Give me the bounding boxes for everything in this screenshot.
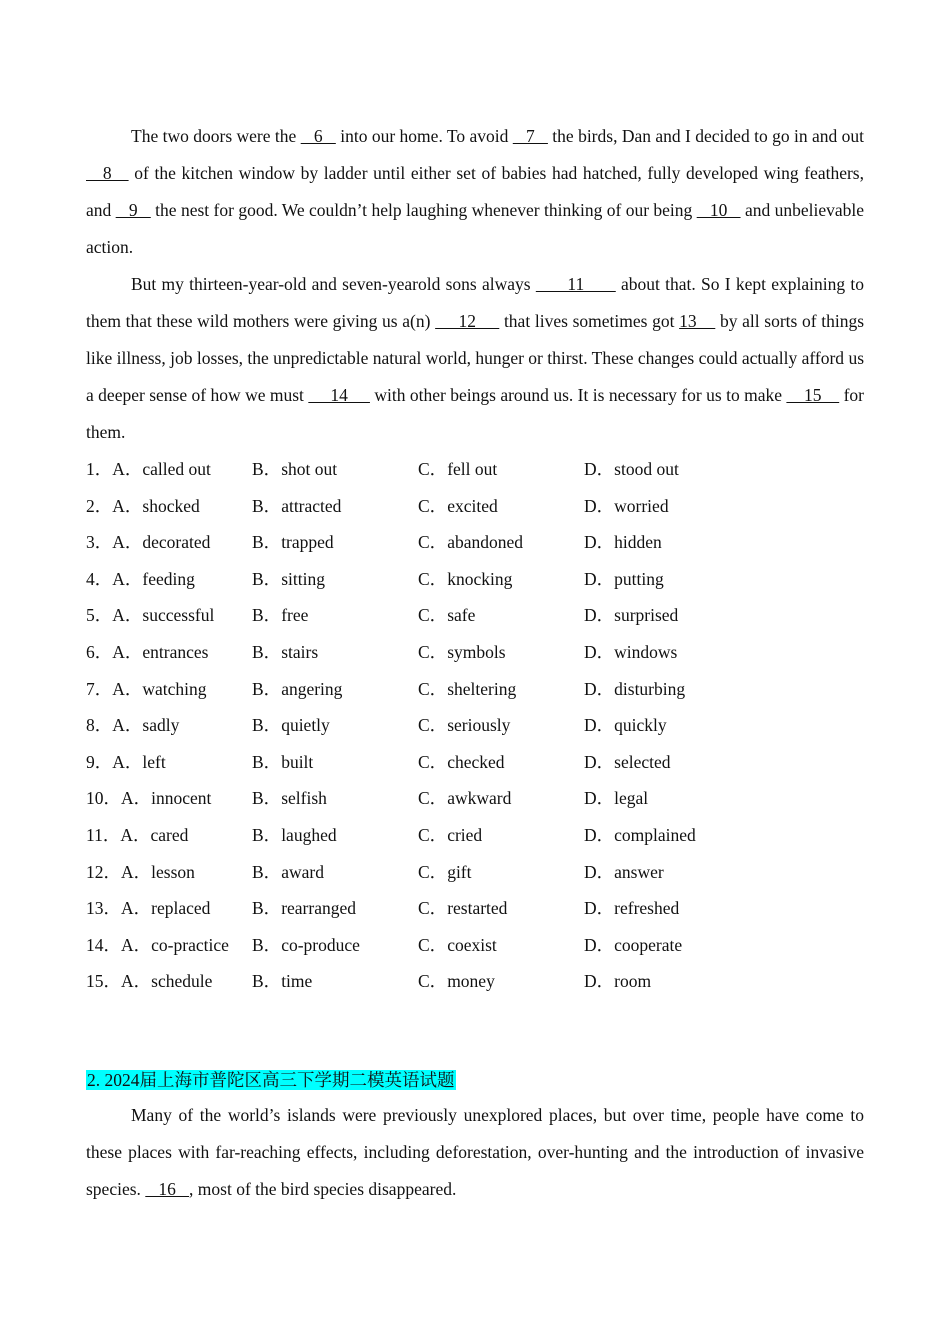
passage-text: of the kitchen window by ladder until either set of babies had hatched, fully developed wing feathers, and	[86, 163, 864, 220]
option-text: worried	[614, 495, 669, 516]
option-c	[418, 780, 584, 817]
question-list	[86, 451, 864, 1000]
passage-text: that lives sometimes got	[499, 311, 680, 331]
option-letter: C．	[418, 641, 448, 662]
option-letter: C．	[418, 605, 448, 626]
passage-paragraph-1	[86, 118, 864, 266]
option-b	[252, 854, 418, 891]
option-d	[584, 744, 750, 781]
option-letter: D．	[584, 934, 615, 955]
option-letter: C．	[418, 568, 448, 589]
option-b	[252, 597, 418, 634]
option-text: selected	[614, 751, 671, 772]
option-d	[584, 707, 750, 744]
option-b	[252, 744, 418, 781]
option-letter: B．	[252, 605, 282, 626]
option-c	[418, 561, 584, 598]
question-row	[86, 744, 864, 781]
option-letter: B．	[252, 532, 282, 553]
passage-text: about that. So I kept explaining to them that these wild mothers were giving us a(n)	[86, 274, 864, 331]
section-heading-text: 2. 2024届上海市普陀区高三下学期二模英语试题	[87, 1070, 455, 1090]
option-b	[252, 451, 418, 488]
answer-blank: 15	[786, 385, 840, 405]
option-text: schedule	[151, 971, 213, 992]
option-text: left	[142, 751, 166, 772]
question-number: 7．	[86, 678, 113, 699]
question-row	[86, 927, 864, 964]
option-text: quickly	[614, 715, 667, 736]
option-letter: C．	[418, 678, 448, 699]
passage-paragraph-2	[86, 266, 864, 451]
option-letter: C．	[418, 971, 448, 992]
option-letter: D．	[584, 459, 615, 479]
option-letter: B．	[252, 641, 282, 662]
option-letter: D．	[584, 788, 615, 809]
option-c	[418, 451, 584, 488]
option-b	[252, 707, 418, 744]
option-text: shocked	[142, 495, 200, 516]
option-text: innocent	[151, 788, 212, 809]
option-letter: B．	[252, 824, 282, 845]
option-text: shot out	[281, 459, 338, 479]
option-text: stood out	[614, 459, 679, 479]
question-number: 8．	[86, 715, 113, 736]
option-d	[584, 671, 750, 708]
option-text: quietly	[281, 715, 330, 736]
option-c	[418, 854, 584, 891]
passage-text: the birds, Dan and I decided to go in and out	[547, 126, 865, 146]
passage-text: for them.	[86, 385, 865, 442]
question-number: 6．	[86, 641, 113, 662]
option-letter: D．	[584, 898, 615, 919]
option-letter: A．	[112, 532, 143, 553]
option-text: free	[281, 605, 309, 626]
option-letter: A．	[121, 898, 152, 919]
option-text: coexist	[447, 934, 497, 955]
option-d	[584, 561, 750, 598]
option-d	[584, 854, 750, 891]
option-text: called out	[142, 459, 211, 479]
passage-two	[86, 1066, 864, 1208]
option-letter: A．	[121, 861, 152, 882]
question-number: 4．	[86, 568, 113, 589]
option-letter: B．	[252, 459, 282, 479]
option-letter: B．	[252, 788, 282, 809]
option-d	[584, 597, 750, 634]
question-number: 3．	[86, 532, 113, 553]
option-letter: D．	[584, 751, 615, 772]
option-letter: C．	[418, 788, 448, 809]
option-letter: C．	[418, 751, 448, 772]
option-b	[252, 963, 418, 1000]
option-letter: D．	[584, 605, 615, 626]
option-letter: D．	[584, 641, 615, 662]
question-number: 10．	[86, 788, 121, 809]
option-text: restarted	[447, 898, 508, 919]
option-d	[584, 817, 750, 854]
option-a	[86, 780, 252, 817]
option-letter: A．	[112, 641, 143, 662]
option-text: legal	[614, 788, 649, 809]
option-text: cared	[150, 824, 189, 845]
option-letter: D．	[584, 861, 615, 882]
option-letter: C．	[418, 459, 448, 479]
option-text: selfish	[281, 788, 327, 809]
option-text: putting	[614, 568, 664, 589]
option-c	[418, 524, 584, 561]
passage-text: , most of the bird species disappeared.	[189, 1179, 457, 1199]
option-text: replaced	[151, 898, 211, 919]
option-d	[584, 890, 750, 927]
option-letter: A．	[112, 751, 143, 772]
answer-blank: 8	[86, 163, 129, 183]
option-text: lesson	[151, 861, 195, 882]
option-a	[86, 597, 252, 634]
option-letter: A．	[121, 934, 152, 955]
option-c	[418, 634, 584, 671]
option-a	[86, 890, 252, 927]
option-a	[86, 927, 252, 964]
option-b	[252, 927, 418, 964]
option-text: awkward	[447, 788, 512, 809]
option-text: safe	[447, 605, 476, 626]
option-text: rearranged	[281, 898, 356, 919]
answer-blank: 12	[435, 311, 500, 331]
option-b	[252, 817, 418, 854]
option-letter: A．	[112, 495, 143, 516]
question-number: 14．	[86, 934, 121, 955]
option-letter: D．	[584, 495, 615, 516]
option-text: sitting	[281, 568, 325, 589]
option-c	[418, 671, 584, 708]
option-text: symbols	[447, 641, 506, 662]
question-number: 5．	[86, 605, 113, 626]
option-letter: B．	[252, 495, 282, 516]
question-row	[86, 524, 864, 561]
option-text: room	[614, 971, 652, 992]
option-letter: B．	[252, 861, 282, 882]
option-c	[418, 890, 584, 927]
option-letter: D．	[584, 715, 615, 736]
option-text: cooperate	[614, 934, 683, 955]
option-text: trapped	[281, 532, 334, 553]
option-text: knocking	[447, 568, 513, 589]
option-text: surprised	[614, 605, 679, 626]
option-letter: A．	[112, 715, 143, 736]
answer-blank: 7	[512, 126, 548, 146]
option-text: checked	[447, 751, 505, 772]
question-row	[86, 597, 864, 634]
option-c	[418, 817, 584, 854]
option-c	[418, 597, 584, 634]
option-d	[584, 524, 750, 561]
section-heading	[86, 1066, 864, 1094]
option-letter: A．	[120, 824, 151, 845]
option-letter: B．	[252, 751, 282, 772]
option-letter: B．	[252, 898, 282, 919]
passage-one	[86, 118, 864, 1000]
option-text: feeding	[142, 568, 195, 589]
passage-text: into our home. To avoid	[335, 126, 513, 146]
option-a	[86, 561, 252, 598]
option-text: cried	[447, 824, 483, 845]
option-a	[86, 524, 252, 561]
option-letter: C．	[418, 532, 448, 553]
option-letter: B．	[252, 934, 282, 955]
question-row	[86, 707, 864, 744]
question-row	[86, 671, 864, 708]
option-a	[86, 488, 252, 525]
question-row	[86, 634, 864, 671]
passage-two-paragraph-1	[86, 1097, 864, 1208]
question-number: 15．	[86, 971, 121, 992]
question-row	[86, 561, 864, 598]
option-letter: B．	[252, 568, 282, 589]
question-number: 12．	[86, 861, 121, 882]
option-text: abandoned	[447, 532, 523, 553]
question-number: 2．	[86, 495, 113, 516]
option-text: entrances	[142, 641, 209, 662]
answer-blank: 10	[696, 200, 741, 220]
question-number: 9．	[86, 751, 113, 772]
option-c	[418, 963, 584, 1000]
option-text: stairs	[281, 641, 319, 662]
option-b	[252, 780, 418, 817]
option-b	[252, 890, 418, 927]
option-text: answer	[614, 861, 664, 882]
option-text: co-produce	[281, 934, 360, 955]
option-letter: C．	[418, 898, 448, 919]
option-d	[584, 780, 750, 817]
option-text: complained	[614, 824, 696, 845]
question-row	[86, 890, 864, 927]
option-a	[86, 817, 252, 854]
option-d	[584, 451, 750, 488]
answer-blank: 13	[679, 311, 716, 331]
option-text: attracted	[281, 495, 342, 516]
option-a	[86, 744, 252, 781]
option-text: fell out	[447, 459, 498, 479]
option-text: sheltering	[447, 678, 517, 699]
option-d	[584, 963, 750, 1000]
option-text: disturbing	[614, 678, 686, 699]
option-letter: C．	[418, 934, 448, 955]
option-text: decorated	[142, 532, 211, 553]
option-letter: A．	[112, 568, 143, 589]
question-row	[86, 963, 864, 1000]
option-text: award	[281, 861, 324, 882]
option-b	[252, 634, 418, 671]
option-text: windows	[614, 641, 678, 662]
option-letter: A．	[112, 459, 143, 479]
option-letter: B．	[252, 678, 282, 699]
option-letter: C．	[418, 861, 448, 882]
option-letter: A．	[112, 605, 143, 626]
passage-text: Many of the world’s islands were previously unexplored places, but over time, people have come to these places with far-reaching effects, including deforestation, over-hunting and the introduction of invasive species.	[86, 1105, 864, 1199]
option-text: co-practice	[151, 934, 229, 955]
option-text: angering	[281, 678, 343, 699]
option-letter: A．	[112, 678, 143, 699]
option-letter: D．	[584, 824, 615, 845]
passage-text: by all sorts of things like illness, job losses, the unpredictable natural world, hunger or thirst. These changes could actually afford us a deeper sense of how we must	[86, 311, 865, 405]
question-row	[86, 451, 864, 488]
answer-blank: 6	[300, 126, 336, 146]
passage-text: with other beings around us. It is necessary for us to make	[369, 385, 787, 405]
question-number: 11．	[86, 824, 121, 845]
option-d	[584, 488, 750, 525]
option-letter: C．	[418, 824, 448, 845]
option-a	[86, 451, 252, 488]
option-letter: D．	[584, 971, 615, 992]
option-text: gift	[447, 861, 472, 882]
option-letter: C．	[418, 715, 448, 736]
option-c	[418, 927, 584, 964]
option-text: built	[281, 751, 314, 772]
option-a	[86, 707, 252, 744]
option-letter: A．	[121, 971, 152, 992]
option-text: time	[281, 971, 313, 992]
option-letter: D．	[584, 532, 615, 553]
option-text: excited	[447, 495, 498, 516]
question-row	[86, 854, 864, 891]
option-letter: D．	[584, 678, 615, 699]
option-text: money	[447, 971, 495, 992]
option-d	[584, 634, 750, 671]
option-c	[418, 744, 584, 781]
option-a	[86, 854, 252, 891]
answer-blank: 9	[115, 200, 151, 220]
question-row	[86, 780, 864, 817]
passage-text: and unbelievable action.	[86, 200, 865, 257]
option-text: successful	[142, 605, 215, 626]
option-b	[252, 671, 418, 708]
answer-blank: 11	[535, 274, 616, 294]
option-letter: A．	[121, 788, 152, 809]
option-c	[418, 488, 584, 525]
option-letter: B．	[252, 971, 282, 992]
option-text: seriously	[447, 715, 511, 736]
passage-text: But my thirteen-year-old and seven-yearold sons always	[131, 274, 536, 294]
question-number: 13．	[86, 898, 121, 919]
option-text: laughed	[281, 824, 337, 845]
question-row	[86, 817, 864, 854]
question-number: 1．	[86, 459, 113, 479]
answer-blank: 16	[145, 1179, 190, 1199]
passage-text: The two doors were the	[131, 126, 301, 146]
option-b	[252, 488, 418, 525]
option-text: sadly	[142, 715, 180, 736]
option-d	[584, 927, 750, 964]
option-text: refreshed	[614, 898, 680, 919]
option-a	[86, 634, 252, 671]
option-letter: C．	[418, 495, 448, 516]
option-text: hidden	[614, 532, 662, 553]
answer-blank: 14	[308, 385, 370, 405]
option-letter: D．	[584, 568, 615, 589]
option-b	[252, 561, 418, 598]
option-letter: B．	[252, 715, 282, 736]
passage-text: the nest for good. We couldn’t help laughing whenever thinking of our being	[150, 200, 697, 220]
option-c	[418, 707, 584, 744]
option-b	[252, 524, 418, 561]
option-text: watching	[142, 678, 207, 699]
question-row	[86, 488, 864, 525]
option-a	[86, 671, 252, 708]
option-a	[86, 963, 252, 1000]
